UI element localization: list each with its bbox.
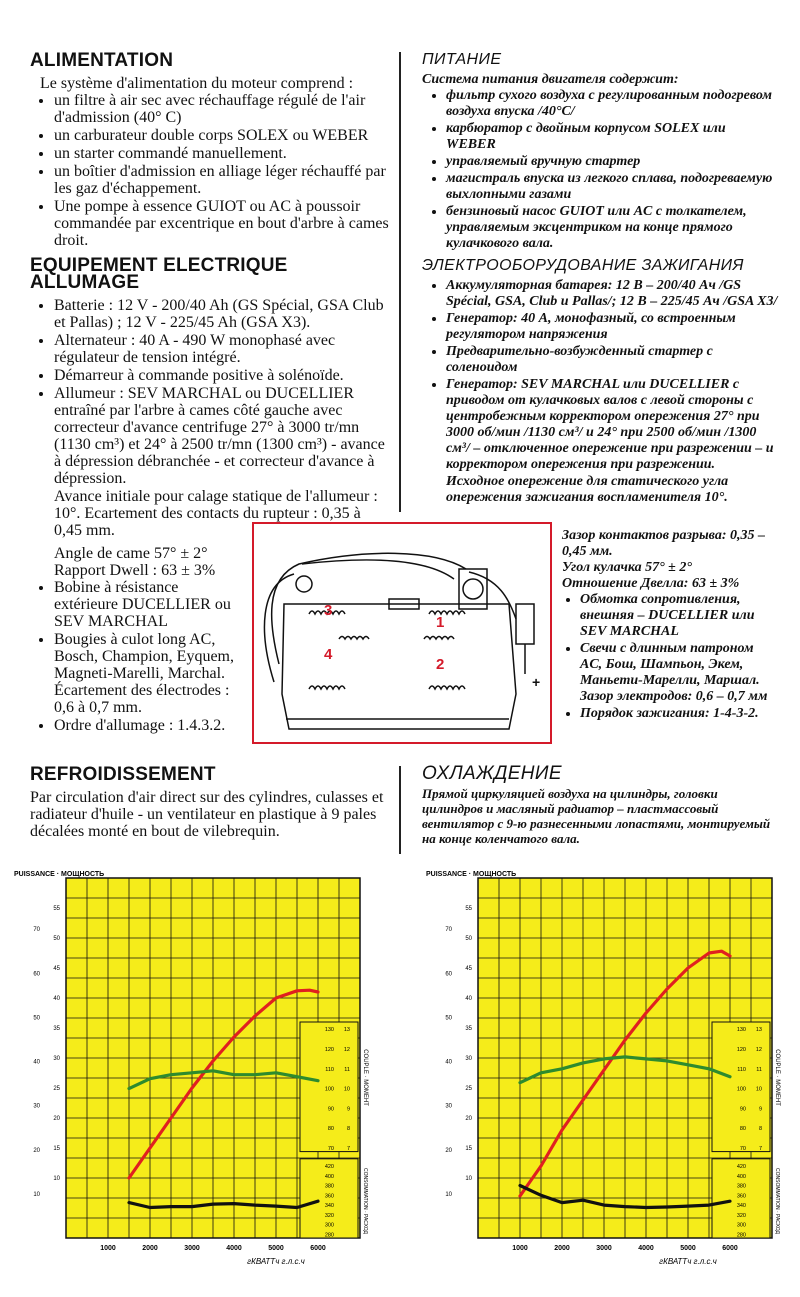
conso-tick-label: 400 — [736, 1173, 746, 1180]
couple-tick-label: 120 — [736, 1047, 746, 1053]
x-tick-label: 2000 — [554, 1245, 570, 1252]
conso-tick-label: 380 — [736, 1183, 746, 1190]
list-item: • магистраль впуска из легкого сплава, подогреваемую выхлопными газами — [446, 171, 778, 203]
list-item: • Порядок зажигания: 1-4-3-2. — [580, 706, 778, 722]
couple-tick-label: 70 — [327, 1146, 334, 1152]
conso-axis-label: CONSOMMATION · РАСХОД — [774, 1168, 780, 1234]
list-item: • un carburateur double corps SOLEX ou WEBER — [54, 127, 392, 144]
refr-text-ru: Прямой циркуляцией воздуха на цилиндры, головки цилиндров и масляный радиатор – пластмассовый вентилятор с 9-ю разнесенными лопастями, монтируемый на конце коленчатого вала. — [422, 786, 771, 846]
conso-tick-label: 280 — [736, 1232, 746, 1239]
chart-svg — [420, 866, 785, 1276]
ch-tick-label: 40 — [33, 1059, 40, 1066]
elec-list — [30, 297, 392, 487]
column-divider — [399, 52, 401, 512]
conso-tick-label: 420 — [736, 1164, 746, 1170]
zazor-text: Зазор контактов разрыва: 0,35 – 0,45 мм. — [562, 528, 765, 559]
elec-list-2-ru — [562, 592, 778, 722]
chart-title: PUISSANCE · МОЩНОСТЬ — [14, 871, 105, 878]
conso-tick-label: 400 — [324, 1173, 334, 1180]
conso-tick-label: 280 — [324, 1232, 334, 1239]
kw-tick-label: 15 — [465, 1146, 472, 1152]
couple-tick-label: 130 — [736, 1027, 746, 1034]
list-item: • un boîtier d'admission en alliage léger réchauffé par les gaz d'échappement. — [54, 163, 392, 197]
ch-tick-label: 50 — [445, 1015, 452, 1022]
couple-tick-label: 11 — [756, 1066, 762, 1073]
couple-axis-label: COUPLE · МОМЕНТ — [362, 1049, 368, 1106]
couple-tick-label: 9 — [346, 1106, 350, 1113]
list-item: • Предварительно-возбужденный стартер с соленоидом — [446, 344, 778, 376]
couple-tick-label: 13 — [343, 1027, 350, 1034]
couple-tick-label: 70 — [739, 1146, 746, 1152]
angle-text: Angle de came 57° ± 2° — [54, 545, 208, 562]
kw-tick-label: 55 — [53, 906, 60, 912]
kw-tick-label: 20 — [53, 1116, 60, 1122]
ch-tick-label: 60 — [33, 971, 40, 978]
list-item: • Ordre d'allumage : 1.4.3.2. — [54, 717, 240, 734]
couple-tick-label: 10 — [343, 1086, 350, 1093]
kw-tick-label: 10 — [465, 1176, 472, 1182]
ch-tick-label: 50 — [33, 1015, 40, 1022]
conso-axis-label: CONSOMMATION · РАСХОД — [362, 1168, 368, 1234]
kw-tick-label: 15 — [53, 1146, 60, 1152]
list-item: • карбюратор с двойным корпусом SOLEX или WEBER — [446, 121, 778, 153]
heading-equipement: EQUIPEMENT ELECTRIQUE ALLUMAGE — [30, 255, 288, 293]
couple-tick-label: 12 — [343, 1047, 350, 1053]
couple-axis-label: COUPLE · МОМЕНТ — [774, 1049, 780, 1106]
ch-tick-label: 40 — [445, 1059, 452, 1066]
x-tick-label: 5000 — [268, 1245, 284, 1252]
ch-tick-label: 70 — [33, 927, 40, 934]
list-item: • Alternateur : 40 A - 490 W monophasé avec régulateur de tension intégré. — [54, 332, 392, 366]
heading-pitanie: ПИТАНИЕ — [422, 51, 502, 68]
kw-tick-label: 25 — [465, 1086, 472, 1092]
list-item: • управляемый вручную стартер — [446, 154, 778, 170]
kw-tick-label: 20 — [465, 1116, 472, 1122]
ch-tick-label: 30 — [33, 1103, 40, 1110]
ch-tick-label: 20 — [445, 1147, 452, 1154]
couple-tick-label: 7 — [758, 1146, 762, 1152]
alim-intro-ru: Система питания двигателя содержит: — [422, 72, 679, 87]
couple-tick-label: 100 — [324, 1086, 334, 1093]
x-axis-label: гКВАТТч г.л.с.ч — [247, 1257, 305, 1266]
cylinder-label-3: 3 — [324, 602, 333, 619]
cylinder-label-4: 4 — [324, 646, 333, 663]
kw-tick-label: 35 — [53, 1026, 60, 1032]
kw-tick-label: 30 — [53, 1056, 60, 1062]
conso-tick-label: 340 — [324, 1203, 334, 1210]
x-tick-label: 4000 — [638, 1245, 654, 1252]
list-item: • Свечи с длинным патроном AC, Бош, Шампьон, Экем, Маньети-Марелли, Маршал. Зазор электродов: 0,6 – 0,7 мм — [580, 641, 778, 705]
russian-oxlazhdenie — [422, 763, 778, 846]
couple-tick-label: 8 — [346, 1126, 350, 1133]
cylinder-label-1: 1 — [436, 614, 445, 631]
conso-tick-label: 320 — [324, 1212, 334, 1219]
list-item: • un starter commandé manuellement. — [54, 145, 392, 162]
russian-column-lower — [562, 528, 778, 723]
french-column — [30, 52, 392, 539]
kw-tick-label: 45 — [465, 966, 472, 972]
kw-tick-label: 25 — [53, 1086, 60, 1092]
ignition-diagram — [252, 522, 552, 744]
conso-tick-label: 360 — [736, 1193, 746, 1200]
x-tick-label: 3000 — [184, 1245, 200, 1252]
x-tick-label: 5000 — [680, 1245, 696, 1252]
performance-chart-right — [420, 866, 785, 1281]
ch-tick-label: 60 — [445, 971, 452, 978]
cylinder-label-2: 2 — [436, 656, 445, 673]
ch-tick-label: 20 — [33, 1147, 40, 1154]
french-refroidissement — [30, 766, 390, 840]
dwell-text: Rapport Dwell : 63 ± 3% — [54, 562, 216, 579]
chart-svg — [8, 866, 373, 1276]
couple-tick-label: 120 — [324, 1047, 334, 1053]
avance-text: Avance initiale pour calage statique de l'allumeur : 10°. Ecartement des contacts du rupteur : 0,35 à 0,45 mm. — [54, 488, 378, 539]
list-item: • бензиновый насос GUIOT или AC с толкателем, управляемым эксцентриком на конце прямого кулачкового вала. — [446, 204, 778, 252]
ch-tick-label: 70 — [445, 927, 452, 934]
x-tick-label: 3000 — [596, 1245, 612, 1252]
list-item: • Генератор: SEV MARCHAL или DUCELLIER с приводом от кулачковых валов с левой стороны с центробежным корректором опережения 27° при 3000 об/мин /1130 см³/ и 24° при 2500 об/мин /1300 см³/ – отключенное опережение при разрежении – и корректором опережения при разрежении. — [446, 377, 778, 473]
couple-tick-label: 7 — [346, 1146, 350, 1152]
kw-tick-label: 45 — [53, 966, 60, 972]
engine-drawing — [254, 524, 550, 742]
couple-tick-label: 80 — [739, 1126, 746, 1133]
couple-tick-label: 100 — [736, 1086, 746, 1093]
ch-tick-label: 10 — [33, 1191, 40, 1198]
ch-tick-label: 30 — [445, 1103, 452, 1110]
x-axis-label: гКВАТТч г.л.с.ч — [659, 1257, 717, 1266]
elec-list-2 — [30, 579, 240, 734]
kw-tick-label: 50 — [53, 936, 60, 942]
french-column-lower — [30, 545, 240, 735]
list-item: • Batterie : 12 V - 200/40 Ah (GS Spécial, GSA Club et Pallas) ; 12 V - 225/45 Ah (GSA X3). — [54, 297, 392, 331]
couple-tick-label: 8 — [758, 1126, 762, 1133]
x-tick-label: 1000 — [512, 1245, 528, 1252]
couple-tick-label: 13 — [755, 1027, 762, 1034]
list-item: • Аккумуляторная батарея: 12 В – 200/40 Ач /GS Spécial, GSA, Club и Pallas/; 12 В – 225/45 Ач /GSA X3/ — [446, 278, 778, 310]
heading-oxlazhdenie: ОХЛАЖДЕНИЕ — [422, 763, 562, 784]
kw-tick-label: 40 — [53, 996, 60, 1002]
conso-tick-label: 300 — [736, 1222, 746, 1229]
couple-tick-label: 12 — [755, 1047, 762, 1053]
list-item: • Allumeur : SEV MARCHAL ou DUCELLIER entraîné par l'arbre à cames côté gauche avec correcteur d'avance centrifuge 27° à 3000 tr/mn (1130 cm³) et 24° à 2500 tr/mn (1300 cm³) - avance à dépression débranchée - et correcteur d'avance à dépression. — [54, 385, 392, 487]
list-item: • фильтр сухого воздуха с регулированным подогревом воздуха впуска /40°C/ — [446, 88, 778, 120]
battery-plus-label: + — [532, 674, 541, 690]
list-item: • un filtre à air sec avec réchauffage régulé de l'air d'admission (40° C) — [54, 92, 392, 126]
alim-intro: Le système d'alimentation du moteur comprend : — [40, 75, 354, 92]
kw-tick-label: 10 — [53, 1176, 60, 1182]
conso-tick-label: 300 — [324, 1222, 334, 1229]
couple-tick-label: 90 — [327, 1106, 334, 1113]
russian-column — [422, 52, 778, 506]
performance-chart-left — [8, 866, 373, 1281]
kw-tick-label: 55 — [465, 906, 472, 912]
couple-tick-label: 9 — [758, 1106, 762, 1113]
couple-tick-label: 11 — [344, 1066, 350, 1073]
ch-tick-label: 10 — [445, 1191, 452, 1198]
conso-tick-label: 420 — [324, 1164, 334, 1170]
kw-tick-label: 50 — [465, 936, 472, 942]
heading-elektro: ЭЛЕКТРООБОРУДОВАНИЕ ЗАЖИГАНИЯ — [422, 257, 744, 274]
couple-tick-label: 110 — [325, 1066, 334, 1073]
heading-refroidissement: REFROIDISSEMENT — [30, 764, 216, 785]
list-item: • Démarreur à commande positive à solénoïde. — [54, 367, 392, 384]
couple-tick-label: 90 — [739, 1106, 746, 1113]
couple-tick-label: 110 — [737, 1066, 746, 1073]
elec-list-ru — [422, 278, 778, 473]
x-tick-label: 2000 — [142, 1245, 158, 1252]
x-tick-label: 4000 — [226, 1245, 242, 1252]
kw-tick-label: 40 — [465, 996, 472, 1002]
angle-text-ru: Угол кулачка 57° ± 2° — [562, 560, 692, 575]
alim-list-ru — [422, 88, 778, 252]
conso-tick-label: 340 — [736, 1203, 746, 1210]
dwell-text-ru: Отношение Двелла: 63 ± 3% — [562, 576, 740, 591]
conso-tick-label: 380 — [324, 1183, 334, 1190]
alim-list — [30, 92, 392, 249]
couple-tick-label: 80 — [327, 1126, 334, 1133]
list-item: • Bobine à résistance extérieure DUCELLIER ou SEV MARCHAL — [54, 579, 240, 630]
couple-tick-label: 130 — [324, 1027, 334, 1034]
conso-tick-label: 360 — [324, 1193, 334, 1200]
x-tick-label: 6000 — [722, 1245, 738, 1252]
kw-tick-label: 30 — [465, 1056, 472, 1062]
column-divider — [399, 766, 401, 854]
kw-tick-label: 35 — [465, 1026, 472, 1032]
x-tick-label: 6000 — [310, 1245, 326, 1252]
conso-tick-label: 320 — [736, 1212, 746, 1219]
heading-alimentation: ALIMENTATION — [30, 50, 174, 71]
list-item: • Une pompe à essence GUIOT ou AC à poussoir commandée par excentrique en bout d'arbre à cames droit. — [54, 198, 392, 249]
refr-text: Par circulation d'air direct sur des cylindres, culasses et radiateur d'huile - un ventilateur en plastique à 9 pales décalées monté en bout de vilebrequin. — [30, 789, 384, 840]
chart-title: PUISSANCE · МОЩНОСТЬ — [426, 871, 517, 878]
couple-tick-label: 10 — [755, 1086, 762, 1093]
avance-text-ru: Исходное опережение для статического угла опережения зажигания воспламенителя 10°. — [446, 474, 729, 505]
list-item: • Bougies à culot long AC, Bosch, Champion, Eyquem, Magneti-Marelli, Marchal. Écartement des électrodes : 0,6 à 0,7 mm. — [54, 631, 240, 716]
list-item: • Генератор: 40 А, монофазный, со встроенным регулятором напряжения — [446, 311, 778, 343]
x-tick-label: 1000 — [100, 1245, 116, 1252]
list-item: • Обмотка сопротивления, внешняя – DUCELLIER или SEV MARCHAL — [580, 592, 778, 640]
